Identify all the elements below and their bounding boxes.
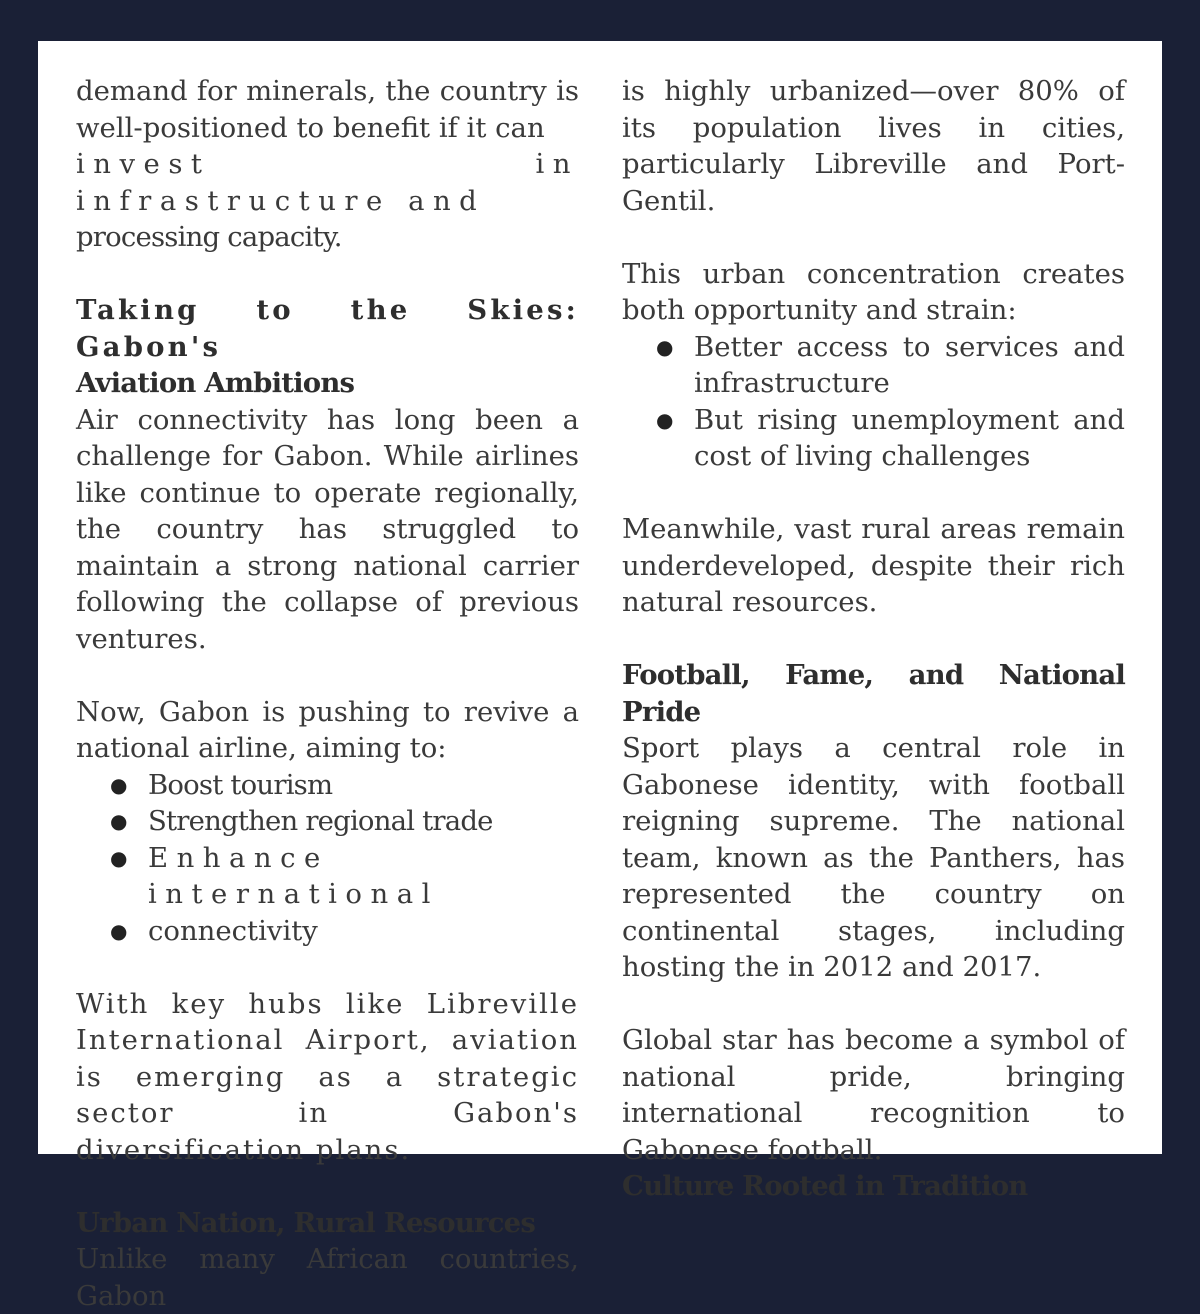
football-paragraph-1: Sport plays a central role in Gabonese identity, with football reigning supreme. The national team, known as the Panthers, has represented the country on continental stages, including hosting the in 2012 and 2017. (622, 732, 1125, 983)
aviation-bullet: ● Strengthen regional trade (148, 803, 579, 840)
urban-heading: Urban Nation, Rural Resources (76, 1206, 536, 1239)
right-column (622, 73, 1125, 1205)
left-column (76, 73, 579, 1314)
aviation-bullet-continuation (148, 913, 579, 950)
aviation-bullet: ● Boost tourism (148, 767, 579, 804)
urban-paragraph-2: This urban concentration creates both opportunity and strain: (622, 257, 1125, 326)
aviation-paragraph-2: Now, Gabon is pushing to revive a national airline, aiming to: (76, 695, 579, 764)
aviation-bullet: ● Enhance international (148, 840, 579, 913)
culture-heading: Culture Rooted in Tradition (622, 1170, 1028, 1202)
aviation-heading-line-1: Taking to the Skies: Gabon's (76, 294, 579, 363)
page-sheet (38, 41, 1162, 1312)
aviation-bullet-list (76, 767, 579, 950)
aviation-paragraph-3: With key hubs like Libreville International Airport, aviation is emerging as a strategic sector in Gabon's diversification plans. (76, 987, 579, 1166)
urban-bullet: ● Better access to services and infrastructure (694, 329, 1125, 402)
aviation-paragraph-1: Air connectivity has long been a challenge for Gabon. While airlines like continue to operate regionally, the country has struggled to maintain a strong national carrier following the collapse of previous ventures. (76, 403, 579, 655)
urban-paragraph-start: Unlike many African countries, Gabon (76, 1243, 579, 1312)
urban-paragraph-3: Meanwhile, vast rural areas remain underdeveloped, despite their rich natural resources. (622, 513, 1125, 618)
urban-bullet-list (622, 329, 1125, 475)
intro-paragraph-b: invest in infrastructure and (76, 148, 579, 217)
football-heading: Football, Fame, and National Pride (622, 659, 1125, 728)
aviation-heading-line-2: Aviation Ambitions (76, 367, 355, 399)
aviation-bullet-text: connectivity (148, 914, 318, 947)
football-paragraph-2: Global star has become a symbol of national pride, bringing international recognition to Gabonese football. (622, 1024, 1125, 1166)
urban-bullet: ● But rising unemployment and cost of living challenges (694, 402, 1125, 475)
intro-paragraph-c: processing capacity. (76, 221, 342, 253)
intro-paragraph-a: demand for minerals, the country is well-positioned to benefit if it can (76, 75, 579, 144)
urban-paragraph-continued: is highly urbanized—over 80% of its population lives in cities, particularly Libreville and Port-Gentil. (622, 75, 1125, 217)
